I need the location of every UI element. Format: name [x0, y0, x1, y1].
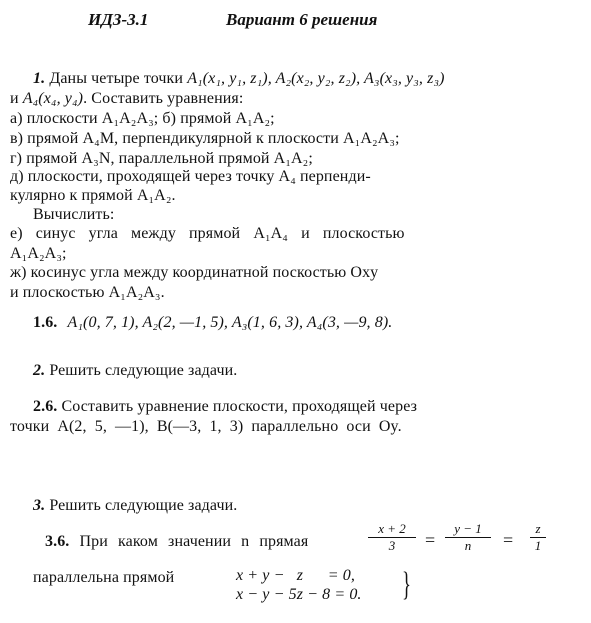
parallel-text: параллельна прямой: [33, 569, 175, 586]
fraction-z-numerator: z: [535, 521, 541, 536]
fraction-y-denominator: n: [464, 538, 472, 553]
task2-line: [33, 362, 237, 380]
task1-item-zh2: и плоскостью A₁A₂A₃.: [10, 284, 165, 301]
task2-number: 2.: [33, 362, 46, 379]
task2-6-number: 2.6.: [33, 398, 58, 415]
system-equation-1: x + y − z = 0,: [236, 567, 355, 584]
task1-line1: [33, 70, 445, 88]
system-equation-2: x − y − 5z − 8 = 0.: [236, 586, 362, 603]
task1-points: A₁(x₁, y₁, z₁), A₂(x₂, y₂, z₂), A₃(x₃, y₃, z₃): [187, 70, 445, 87]
fraction-z: [530, 522, 546, 553]
task1-point-a4: A₄(x₄, y₄): [22, 90, 84, 107]
task2-text: Решить следующие задачи.: [49, 362, 238, 379]
task1-item-e1: е) синус угла между прямой A₁A₄ и плоскостью: [10, 225, 405, 242]
task2-6-text1: Составить уравнение плоскости, проходящей через: [61, 398, 418, 415]
equals-sign-1: =: [425, 530, 436, 550]
task3-text: Решить следующие задачи.: [49, 497, 238, 514]
task1-item-v: в) прямой A₄M, перпендикулярной к плоскости A₁A₂A₃;: [10, 130, 400, 147]
fraction-x-numerator: x + 2: [378, 521, 406, 536]
task1-6-points: A₁(0, 7, 1), A₂(2, —1, 5), A₃(1, 6, 3), A₄(3, —9, 8).: [67, 314, 393, 331]
task1-compute: Вычислить:: [33, 206, 115, 223]
task1-line2: [10, 90, 243, 108]
task3-6-text: При каком значении n прямая: [79, 533, 309, 550]
task1-6-number: 1.6.: [33, 314, 58, 331]
task1-6-line: [33, 314, 392, 332]
fraction-y-numerator: y − 1: [454, 521, 482, 536]
document-title: ИДЗ-3.1: [88, 10, 149, 29]
fraction-x-denominator: 3: [388, 538, 396, 553]
task1-line2-text: . Составить уравнения:: [83, 90, 244, 107]
task3-number: 3.: [33, 497, 46, 514]
task2-6-line1: [33, 398, 417, 416]
task1-item-e2: A₁A₂A₃;: [10, 245, 67, 262]
task1-item-zh1: ж) косинус угла между координатной поскостью Oxy: [10, 264, 379, 281]
task3-6-number: 3.6.: [45, 533, 70, 550]
task2-6-line2: точки A(2, 5, —1), B(—3, 1, 3) параллельно оси Oy.: [10, 418, 402, 435]
fraction-x: [368, 522, 416, 553]
fraction-z-denominator: 1: [534, 538, 542, 553]
task1-item-g: г) прямой A₃N, параллельной прямой A₁A₂;: [10, 150, 313, 167]
task3-6-line: [45, 533, 308, 551]
fraction-y: [445, 522, 491, 553]
variant-heading: Вариант 6 решения: [226, 10, 378, 29]
task1-number: 1.: [33, 70, 46, 87]
task1-line2-prefix: и: [10, 90, 23, 107]
task1-item-a: а) плоскости A₁A₂A₃; б) прямой A₁A₂;: [10, 110, 275, 127]
task1-item-d1: д) плоскости, проходящей через точку A₄ перпенди-: [10, 168, 371, 185]
right-brace-symbol: }: [402, 566, 411, 603]
equals-sign-2: =: [503, 530, 514, 550]
task1-item-d2: кулярно к прямой A₁A₂.: [10, 187, 176, 204]
task1-intro: Даны четыре точки: [49, 70, 188, 87]
task3-line: [33, 497, 237, 515]
